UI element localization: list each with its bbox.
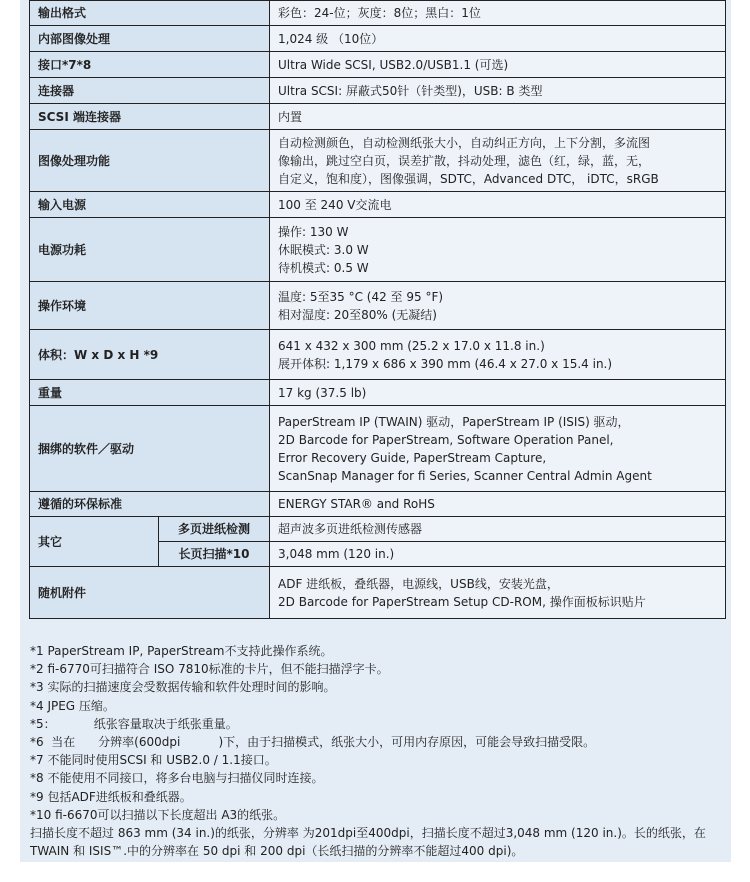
row-label: 操作环境 xyxy=(30,282,270,330)
value-line: 自动检测颜色，自动检测纸张大小，自动纠正方向，上下分割，多流图 xyxy=(278,135,651,150)
value-line: 1,024 级 （10位） xyxy=(278,31,384,46)
row-label: 捆绑的软件／驱动 xyxy=(30,406,270,492)
row-label: 遵循的环保标准 xyxy=(30,492,270,517)
value-line: 相对湿度: 20至80% (无凝结) xyxy=(278,307,437,322)
footnote: *1 PaperStream IP, PaperStream不支持此操作系统。 xyxy=(30,644,333,658)
row-label: 接口*7*8 xyxy=(30,52,270,78)
value-line: Ultra SCSI: 屏蔽式50针（针类型)，USB: B 类型 xyxy=(278,83,543,98)
row-value xyxy=(270,406,726,492)
table-row xyxy=(30,78,726,104)
spec-table xyxy=(29,0,726,619)
footnote: 扫描长度不超过 863 mm (34 in.)的纸张，分辨率 为201dpi至400dpi，扫描长度不超过3,048 mm (120 in.)。长的纸张，在TWAIN 和 ISIS™.中的分辨率在 50 dpi 和 200 dpi（长纸扫描的分辨率不能超过400 dpi)。 xyxy=(30,826,706,859)
table-row xyxy=(30,517,726,542)
footnotes xyxy=(30,642,722,860)
value-line: 2D Barcode for PaperStream Setup CD-ROM, 操作面板标识贴片 xyxy=(278,594,646,609)
other-sublabel: 多页进纸检测 xyxy=(159,517,270,542)
row-value xyxy=(270,78,726,104)
value-line: 彩色：24-位；灰度：8位；黑白：1位 xyxy=(278,6,481,20)
row-label: 重量 xyxy=(30,380,270,406)
value-line: 展开体积: 1,179 x 686 x 390 mm (46.4 x 27.0 x 15.4 in.) xyxy=(278,356,613,371)
row-label: 体积：W x D x H *9 xyxy=(30,330,270,380)
value-line: 待机模式: 0.5 W xyxy=(278,260,369,275)
row-label: 图像处理功能 xyxy=(30,130,270,192)
row-value xyxy=(270,330,726,380)
row-label: 电源功耗 xyxy=(30,218,270,282)
row-value xyxy=(270,104,726,130)
value-line: 休眠模式: 3.0 W xyxy=(278,242,369,257)
footnote: *8 不能使用不同接口，将多台电脑与扫描仪同时连接。 xyxy=(30,771,324,786)
table-row xyxy=(30,218,726,282)
table-row xyxy=(30,406,726,492)
footnote: *5： 纸张容量取决于纸张重量。 xyxy=(30,716,238,731)
value-line: 100 至 240 V交流电 xyxy=(278,197,392,212)
value-line: 17 kg (37.5 lb) xyxy=(278,385,367,400)
row-value xyxy=(270,192,726,218)
table-row xyxy=(30,380,726,406)
table-row xyxy=(30,104,726,130)
table-row xyxy=(30,130,726,192)
row-label: 连接器 xyxy=(30,78,270,104)
value-line: PaperStream IP (TWAIN) 驱动，PaperStream IP (ISIS) 驱动， xyxy=(278,414,630,429)
value-line: ADF 进纸板，叠纸器，电源线，USB线，安装光盘， xyxy=(278,576,559,591)
row-value: 3,048 mm (120 in.) xyxy=(270,542,726,567)
row-value xyxy=(270,567,726,619)
footnote: *9 包括ADF进纸板和叠纸器。 xyxy=(30,789,192,804)
row-value xyxy=(270,130,726,192)
other-sublabel: 长页扫描*10 xyxy=(159,542,270,567)
accessories-label: 随机附件 xyxy=(30,567,270,619)
value-line: 像输出，跳过空白页，误差扩散，抖动处理，滤色（红，绿，蓝，无， xyxy=(278,153,651,168)
table-row xyxy=(30,1,726,26)
value-line: 自定义，饱和度），图像强调，SDTC，Advanced DTC， iDTC，sRGB xyxy=(278,171,659,186)
row-label: SCSI 端连接器 xyxy=(30,104,270,130)
value-line: 内置 xyxy=(278,109,303,124)
table-row xyxy=(30,52,726,78)
row-label: 输入电源 xyxy=(30,192,270,218)
value-line: 温度: 5至35 °C (42 至 95 °F) xyxy=(278,289,444,304)
value-line: ENERGY STAR® and RoHS xyxy=(278,497,435,511)
footnote: *6 当在 分辨率(600dpi )下，由于扫描模式，纸张大小，可用内存原因，可能会导致扫描受限。 xyxy=(30,735,596,750)
value-line: 操作: 130 W xyxy=(278,224,349,239)
row-label: 内部图像处理 xyxy=(30,26,270,52)
other-label: 其它 xyxy=(30,517,159,567)
table-row xyxy=(30,26,726,52)
footnote: *7 不能同时使用SCSI 和 USB2.0 / 1.1接口。 xyxy=(30,753,277,768)
row-label: 输出格式 xyxy=(30,1,270,26)
row-value: 超声波多页进纸检测传感器 xyxy=(270,517,726,542)
table-row xyxy=(30,492,726,517)
row-value xyxy=(270,218,726,282)
table-row xyxy=(30,567,726,619)
value-line: Ultra Wide SCSI, USB2.0/USB1.1 (可选) xyxy=(278,57,509,72)
row-value xyxy=(270,492,726,517)
footnote: *3 实际的扫描速度会受数据传输和软件处理时间的影响。 xyxy=(30,680,336,695)
value-line: 641 x 432 x 300 mm (25.2 x 17.0 x 11.8 in.) xyxy=(278,338,545,353)
row-value xyxy=(270,282,726,330)
value-line: Error Recovery Guide, PaperStream Capture, xyxy=(278,450,547,465)
table-row xyxy=(30,192,726,218)
table-row xyxy=(30,330,726,380)
footnote: *4 JPEG 压缩。 xyxy=(30,698,115,713)
table-row xyxy=(30,282,726,330)
row-value xyxy=(270,1,726,26)
value-line: ScanSnap Manager for fi Series, Scanner Central Admin Agent xyxy=(278,468,652,483)
footnote: *10 fi-6670可以扫描以下长度超出 A3的纸张。 xyxy=(30,807,286,822)
value-line: 2D Barcode for PaperStream, Software Operation Panel, xyxy=(278,432,614,447)
row-value xyxy=(270,52,726,78)
row-value xyxy=(270,380,726,406)
row-value xyxy=(270,26,726,52)
footnote: *2 fi-6770可扫描符合 ISO 7810标准的卡片，但不能扫描浮字卡。 xyxy=(30,662,389,677)
